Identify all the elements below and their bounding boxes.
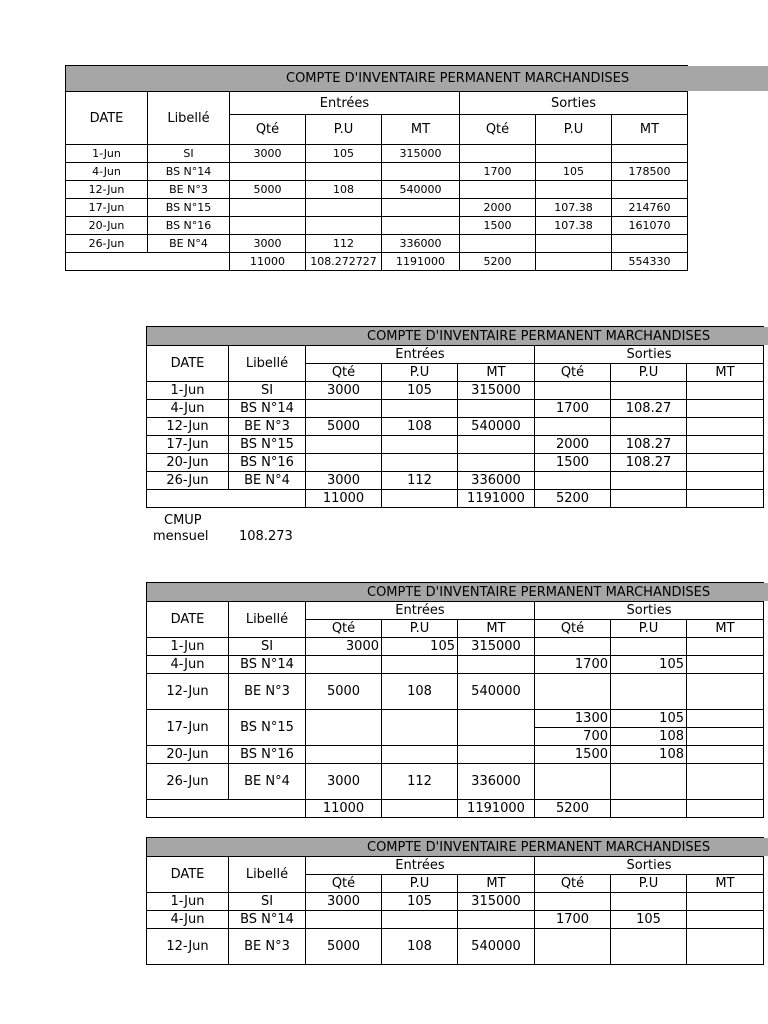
cell: 1300 [535,710,611,728]
cell: 5000 [230,181,306,199]
cell: 105 [382,638,458,656]
pu-header: P.U [382,875,458,893]
sorties-header: Sorties [460,92,688,115]
cell [687,382,764,400]
sorties-header: Sorties [535,602,764,620]
cell [612,235,688,253]
libelle-cell: BS N°15 [229,436,306,454]
mt-header: MT [458,364,535,382]
entrees-header: Entrées [306,346,535,364]
cell [306,656,382,674]
table-row [147,911,764,929]
table-row [147,764,764,800]
cell: 3000 [306,382,382,400]
libelle-cell: SI [229,638,306,656]
cell [306,400,382,418]
mt-header: MT [612,115,688,145]
cell: 161070 [612,217,688,235]
pu-header: P.U [611,875,687,893]
libelle-cell: BE N°4 [148,235,230,253]
blank-cell [66,253,230,271]
table-row [66,181,688,199]
cell [687,893,764,911]
date-cell: 12-Jun [147,674,229,710]
pu-header: P.U [611,620,687,638]
cell [687,656,764,674]
cell: 3000 [306,893,382,911]
cell [612,181,688,199]
cell [458,400,535,418]
cell [611,638,687,656]
date-header: DATE [147,857,229,893]
date-header: DATE [147,602,229,638]
inventory-table [146,326,764,508]
cell [306,217,382,235]
cell [382,746,458,764]
cell: 3000 [230,145,306,163]
cell: 3000 [306,472,382,490]
date-cell: 1-Jun [147,893,229,911]
cell: 105 [611,710,687,728]
table-row [147,710,764,728]
cell: 336000 [458,472,535,490]
cell: 540000 [458,929,535,965]
table-row [66,217,688,235]
cell: 1500 [535,454,611,472]
cell [687,638,764,656]
cell [458,436,535,454]
libelle-cell: BE N°3 [229,929,306,965]
table-row [147,674,764,710]
inventory-table [146,582,764,818]
cell: 1500 [460,217,536,235]
cell [458,746,535,764]
date-cell: 4-Jun [147,400,229,418]
cell: 2000 [460,199,536,217]
qte-header: Qté [306,620,382,638]
total-cell: 5200 [535,490,611,508]
cell [687,764,764,800]
cell [611,418,687,436]
cell: 105 [611,911,687,929]
cell: 107.38 [536,199,612,217]
cell [460,235,536,253]
cell: 3000 [230,235,306,253]
cell [687,436,764,454]
total-cell [382,490,458,508]
table-row [147,418,764,436]
table-row [147,400,764,418]
mt-header: MT [687,875,764,893]
cell [306,436,382,454]
cell [535,764,611,800]
cell [306,199,382,217]
cell: 108 [306,181,382,199]
cell [382,454,458,472]
cell [687,472,764,490]
date-cell: 26-Jun [147,764,229,800]
cell: 107.38 [536,217,612,235]
blank-cell [147,800,306,818]
cell: 315000 [458,893,535,911]
cell: 105 [536,163,612,181]
cell: 2000 [535,436,611,454]
cell: 700 [535,728,611,746]
cell [611,674,687,710]
cell [458,656,535,674]
cell [382,199,460,217]
total-cell: 5200 [535,800,611,818]
cell: 540000 [458,418,535,436]
cell: 178500 [612,163,688,181]
cell [458,911,535,929]
cell: 108.27 [611,454,687,472]
mt-header: MT [687,620,764,638]
cmup-value: 108.273 [239,529,293,544]
cell [230,217,306,235]
cell: 540000 [458,674,535,710]
table-title: COMPTE D'INVENTAIRE PERMANENT MARCHANDISES [147,583,764,602]
cell: 105 [306,145,382,163]
total-cell [687,490,764,508]
cell [535,674,611,710]
mt-header: MT [687,364,764,382]
cell [535,929,611,965]
table-title: COMPTE D'INVENTAIRE PERMANENT MARCHANDISES [66,66,688,92]
cell [382,710,458,746]
total-row [147,490,764,508]
libelle-cell: BE N°3 [229,418,306,436]
libelle-header: Libellé [229,857,306,893]
cell: 108 [382,674,458,710]
date-cell: 17-Jun [66,199,148,217]
cell [535,382,611,400]
cell [687,400,764,418]
libelle-cell: BS N°14 [229,911,306,929]
cell [611,764,687,800]
cell [687,728,764,746]
libelle-cell: BS N°14 [229,400,306,418]
qte-header: Qté [535,364,611,382]
cell [382,400,458,418]
libelle-cell: BE N°4 [229,764,306,800]
total-cell: 1191000 [458,800,535,818]
blank-cell [147,490,306,508]
cell: 336000 [382,235,460,253]
date-cell: 1-Jun [66,145,148,163]
libelle-cell: BE N°3 [229,674,306,710]
total-cell: 108.272727 [306,253,382,271]
cell: 105 [611,656,687,674]
inventory-table-3 [146,582,735,821]
cell [458,454,535,472]
pu-header: P.U [536,115,612,145]
inventory-table-1 [65,65,689,275]
libelle-header: Libellé [148,92,230,145]
total-cell: 5200 [460,253,536,271]
cell [382,436,458,454]
total-cell: 11000 [306,800,382,818]
libelle-cell: BS N°14 [229,656,306,674]
cell [382,217,460,235]
cell [306,911,382,929]
cell: 112 [382,472,458,490]
table-row [66,163,688,181]
cell [460,181,536,199]
cell: 1500 [535,746,611,764]
title-band-overflow [688,66,768,91]
date-cell: 12-Jun [147,418,229,436]
inventory-table-4 [146,837,735,954]
cell: 5000 [306,929,382,965]
cell [611,382,687,400]
cell [230,199,306,217]
table-row [147,656,764,674]
date-cell: 12-Jun [66,181,148,199]
entrees-header: Entrées [306,602,535,620]
table-row [147,893,764,911]
date-cell: 17-Jun [147,710,229,746]
total-cell: 1191000 [382,253,460,271]
sorties-header: Sorties [535,857,764,875]
date-cell: 17-Jun [147,436,229,454]
cell: 105 [382,893,458,911]
cell [306,163,382,181]
mt-header: MT [458,875,535,893]
libelle-cell: BS N°16 [148,217,230,235]
cell: 1700 [535,400,611,418]
libelle-cell: BS N°16 [229,746,306,764]
cell [306,454,382,472]
cell [611,893,687,911]
qte-header: Qté [460,115,536,145]
total-cell: 1191000 [458,490,535,508]
table-row [66,199,688,217]
cell: 214760 [612,199,688,217]
cell [306,710,382,746]
total-cell: 11000 [306,490,382,508]
table-row [147,472,764,490]
cell: 5000 [306,418,382,436]
libelle-cell: BS N°15 [148,199,230,217]
cell: 315000 [382,145,460,163]
cell: 108 [611,728,687,746]
cell: 108.27 [611,400,687,418]
cell: 315000 [458,382,535,400]
cell: 5000 [306,674,382,710]
total-cell: 11000 [230,253,306,271]
date-cell: 4-Jun [147,911,229,929]
cell [536,235,612,253]
total-row [147,800,764,818]
table-row [147,929,764,965]
inventory-table [65,65,688,271]
cell [535,418,611,436]
cell: 3000 [306,638,382,656]
total-row [66,253,688,271]
date-cell: 20-Jun [66,217,148,235]
libelle-cell: BE N°3 [148,181,230,199]
cell: 105 [382,382,458,400]
cell: 3000 [306,764,382,800]
date-cell: 1-Jun [147,382,229,400]
cell: 1700 [535,656,611,674]
qte-header: Qté [306,364,382,382]
total-cell [611,490,687,508]
cell [306,746,382,764]
entrees-header: Entrées [306,857,535,875]
table-row [147,638,764,656]
cell [687,746,764,764]
libelle-cell: SI [148,145,230,163]
cell [687,710,764,728]
date-cell: 1-Jun [147,638,229,656]
qte-header: Qté [535,875,611,893]
mt-header: MT [382,115,460,145]
table-row [147,454,764,472]
qte-header: Qté [306,875,382,893]
cell [612,145,688,163]
date-header: DATE [66,92,148,145]
cell [382,163,460,181]
mt-header: MT [458,620,535,638]
pu-header: P.U [306,115,382,145]
libelle-header: Libellé [229,602,306,638]
cell: 112 [306,235,382,253]
table-title: COMPTE D'INVENTAIRE PERMANENT MARCHANDISES [147,327,764,346]
pu-header: P.U [611,364,687,382]
cell [536,145,612,163]
total-cell [382,800,458,818]
date-cell: 20-Jun [147,454,229,472]
table-row [147,436,764,454]
cell [687,929,764,965]
cell [535,472,611,490]
libelle-cell: BS N°15 [229,710,306,746]
cell [687,418,764,436]
cell: 112 [382,764,458,800]
total-cell: 554330 [612,253,688,271]
sorties-header: Sorties [535,346,764,364]
cell [611,929,687,965]
libelle-header: Libellé [229,346,306,382]
date-header: DATE [147,346,229,382]
cell: 315000 [458,638,535,656]
cell [230,163,306,181]
libelle-cell: BE N°4 [229,472,306,490]
cell [687,674,764,710]
cell: 108 [382,929,458,965]
table-title: COMPTE D'INVENTAIRE PERMANENT MARCHANDISES [147,838,764,857]
date-cell: 12-Jun [147,929,229,965]
cell: 108 [382,418,458,436]
cell: 540000 [382,181,460,199]
total-cell [536,253,612,271]
cell [535,893,611,911]
cell [382,656,458,674]
libelle-cell: BS N°14 [148,163,230,181]
cell: 108 [611,746,687,764]
cell: 336000 [458,764,535,800]
table-row [147,746,764,764]
cell: 108.27 [611,436,687,454]
date-cell: 26-Jun [147,472,229,490]
pu-header: P.U [382,364,458,382]
libelle-cell: SI [229,893,306,911]
cell [535,638,611,656]
cell: 1700 [460,163,536,181]
cell [687,911,764,929]
inventory-table [146,837,764,965]
cell [382,911,458,929]
pu-header: P.U [382,620,458,638]
qte-header: Qté [230,115,306,145]
cell: 1700 [535,911,611,929]
entrees-header: Entrées [230,92,460,115]
inventory-table-2 [146,326,735,512]
date-cell: 26-Jun [66,235,148,253]
date-cell: 20-Jun [147,746,229,764]
libelle-cell: SI [229,382,306,400]
cell [687,454,764,472]
date-cell: 4-Jun [147,656,229,674]
cmup-label: CMUP [164,513,202,528]
table-row [66,145,688,163]
qte-header: Qté [535,620,611,638]
libelle-cell: BS N°16 [229,454,306,472]
cell [536,181,612,199]
total-cell [611,800,687,818]
total-cell [687,800,764,818]
table-row [147,382,764,400]
cell [458,710,535,746]
cmup-label: mensuel [153,529,209,544]
cell [460,145,536,163]
table-row [66,235,688,253]
date-cell: 4-Jun [66,163,148,181]
cell [611,472,687,490]
